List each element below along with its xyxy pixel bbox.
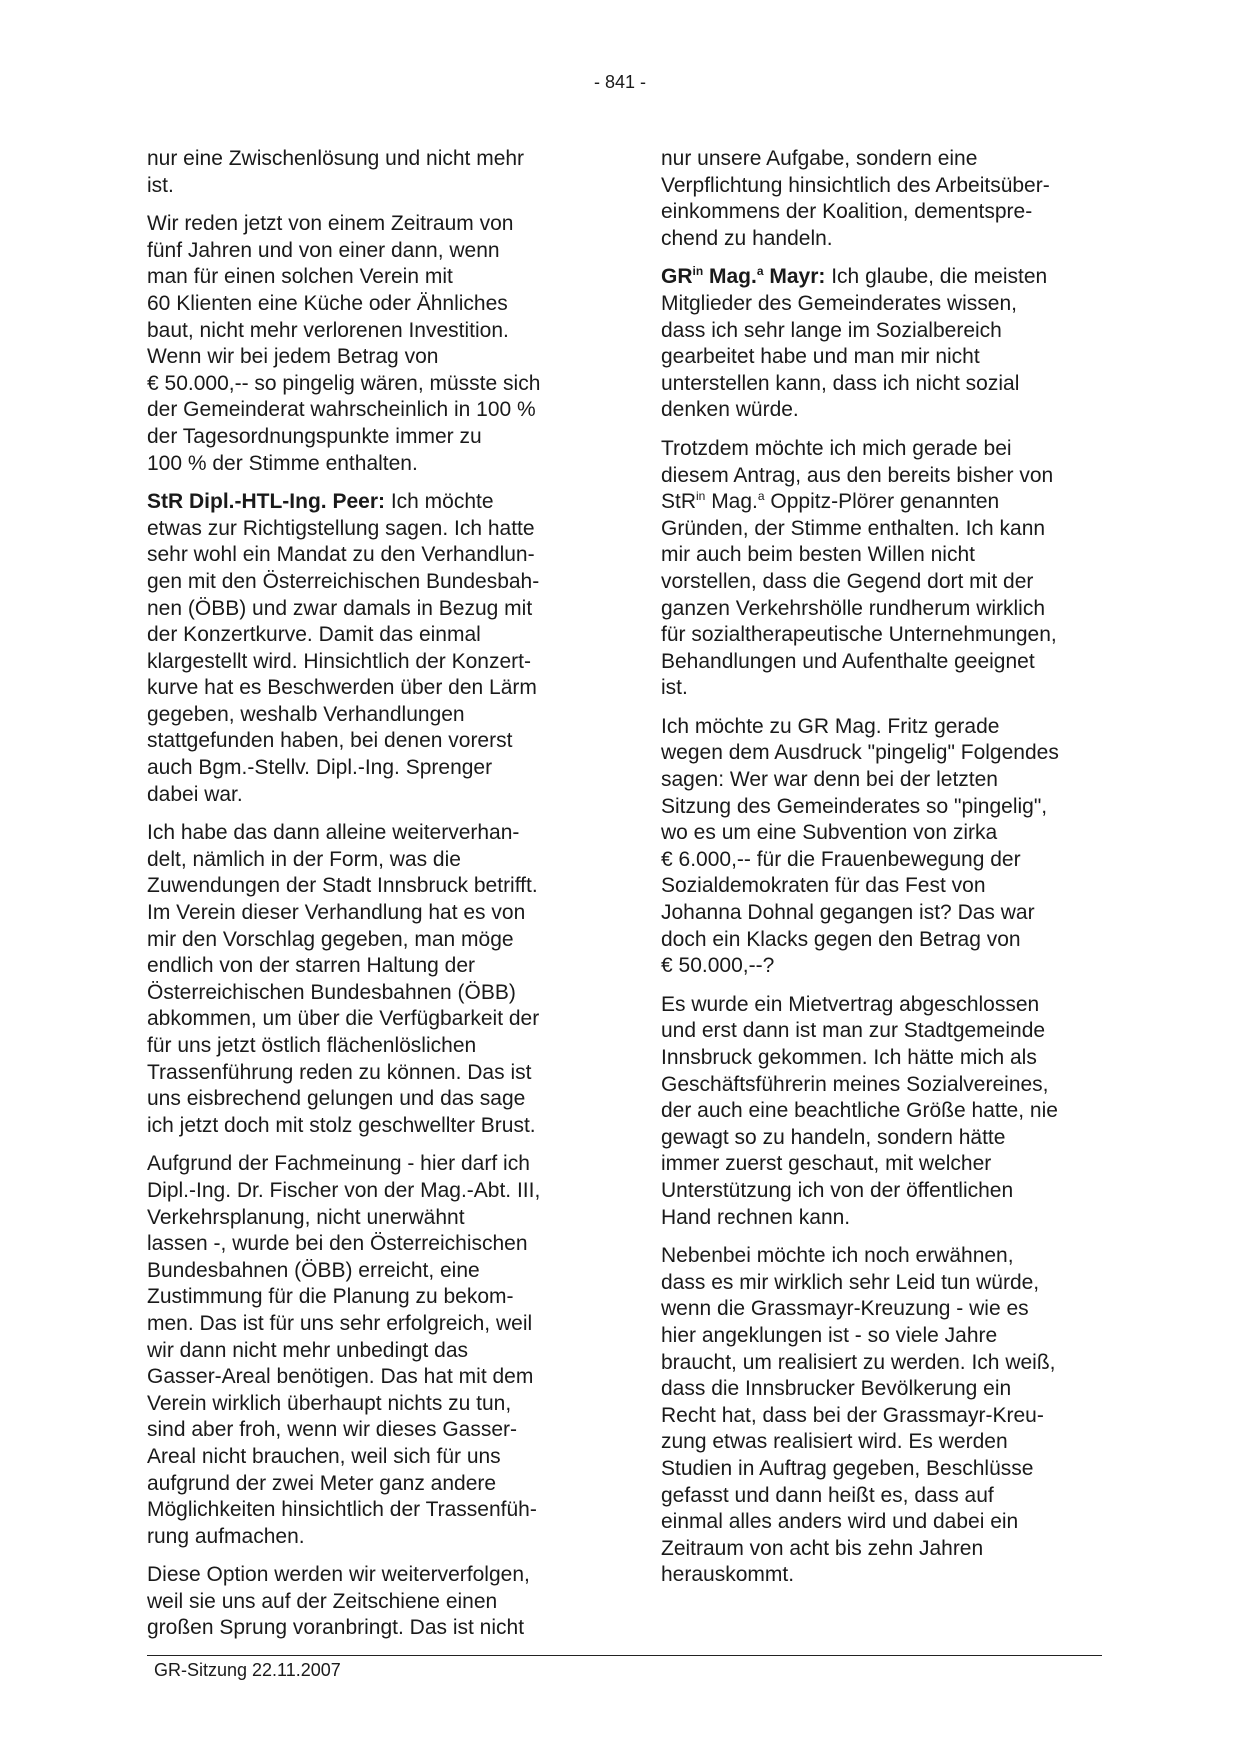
paragraph-line: immer zuerst geschaut, mit welcher: [661, 1152, 992, 1176]
paragraph-line: ganzen Verkehrshölle rundherum wirklich: [661, 596, 1046, 620]
page-number: - 841 -: [593, 72, 647, 92]
paragraph-line: doch ein Klacks gegen den Betrag von: [661, 927, 1021, 951]
paragraph-line: delt, nämlich in der Form, was die: [147, 847, 461, 871]
paragraph-line: gewagt so zu handeln, sondern hätte: [661, 1125, 1006, 1149]
paragraph-line: Zeitraum von acht bis zehn Jahren: [661, 1536, 984, 1560]
paragraph-line: braucht, um realisiert zu werden. Ich weiß,: [661, 1350, 1056, 1374]
paragraph-line: baut, nicht mehr verlorenen Investition.: [147, 318, 509, 342]
speaker-name: StR Dipl.-HTL-Ing. Peer:: [147, 490, 385, 514]
paragraph-line: sind aber froh, wenn wir dieses Gasser-: [147, 1418, 517, 1442]
paragraph-line: für uns jetzt östlich flächenlöslichen: [147, 1034, 477, 1057]
paragraph-line: herauskommt.: [661, 1563, 795, 1587]
paragraph-line: Gründen, der Stimme enthalten. Ich kann: [661, 516, 1046, 540]
paragraph-line: Bundesbahnen (ÖBB) erreicht, eine: [147, 1258, 480, 1282]
paragraph-line: Es wurde ein Mietvertrag abgeschlossen: [661, 992, 1040, 1016]
paragraph-line: denken würde.: [661, 398, 799, 422]
paragraph-line: Behandlungen und Aufenthalte geeignet: [661, 649, 1035, 673]
paragraph-text: Ich glaube, die meisten: [825, 265, 1048, 289]
paragraph-line: Unterstützung ich von der öffentlichen: [661, 1178, 1014, 1202]
paragraph-line: wo es um eine Subvention von zirka: [661, 821, 998, 845]
paragraph-line: 100 % der Stimme enthalten.: [147, 451, 418, 475]
paragraph-line: Dipl.-Ing. Dr. Fischer von der Mag.-Abt. III,: [147, 1178, 541, 1202]
paragraph-line: gearbeitet habe und man mir nicht: [661, 345, 980, 369]
paragraph-line: etwas zur Richtigstellung sagen. Ich hatte: [147, 516, 535, 540]
paragraph-line: weil sie uns auf der Zeitschiene einen: [147, 1589, 498, 1613]
paragraph-line: Ich möchte zu GR Mag. Fritz gerade: [661, 714, 1000, 738]
paragraph-text: Ich möchte: [385, 490, 494, 514]
paragraph-line: mir auch beim besten Willen nicht: [661, 543, 975, 567]
right-column: [661, 146, 1101, 1601]
paragraph-line: auch Bgm.-Stellv. Dipl.-Ing. Sprenger: [147, 756, 493, 780]
paragraph-line: dass es mir wirklich sehr Leid tun würde,: [661, 1270, 1040, 1294]
paragraph-line: uns eisbrechend gelungen und das sage: [147, 1087, 526, 1111]
paragraph-first-line: [661, 264, 1101, 291]
paragraph-line: aufgrund der zwei Meter ganz andere: [147, 1471, 497, 1495]
paragraph-line: 60 Klienten eine Küche oder Ähnliches: [147, 291, 508, 315]
paragraph-line: € 50.000,-- so pingelig wären, müsste sich: [147, 371, 541, 395]
paragraph-line: kurve hat es Beschwerden über den Lärm: [147, 676, 537, 700]
paragraph-line: Österreichischen Bundesbahnen (ÖBB): [147, 980, 516, 1004]
paragraph-line: einmal alles anders wird und dabei ein: [661, 1510, 1019, 1534]
paragraph: [661, 1243, 1101, 1589]
paragraph-line: € 50.000,--?: [661, 954, 775, 978]
paragraph-line: unterstellen kann, dass ich nicht sozial: [661, 371, 1020, 395]
paragraph-line: einkommens der Koalition, dementspre-: [661, 200, 1033, 224]
paragraph: [147, 820, 597, 1139]
paragraph-line: hier angeklungen ist - so viele Jahre: [661, 1323, 998, 1347]
speaker-paragraph-peer: [147, 489, 597, 808]
paragraph-line: sehr wohl ein Mandat zu den Verhandlun-: [147, 543, 535, 567]
paragraph: [661, 146, 1101, 252]
paragraph-line: und erst dann ist man zur Stadtgemeinde: [661, 1019, 1046, 1043]
paragraph-first-line: [147, 489, 597, 516]
footer-session-date: GR-Sitzung 22.11.2007: [154, 1660, 341, 1680]
paragraph-line: Wir reden jetzt von einem Zeitraum von: [147, 212, 514, 236]
paragraph-line: Verein wirklich überhaupt nichts zu tun,: [147, 1391, 512, 1415]
paragraph-line: Hand rechnen kann.: [661, 1205, 851, 1229]
paragraph-line: Diese Option werden wir weiterverfolgen,: [147, 1563, 530, 1587]
paragraph-line: Recht hat, dass bei der Grassmayr-Kreu-: [661, 1403, 1044, 1427]
paragraph-line: Sozialdemokraten für das Fest von: [661, 874, 986, 898]
paragraph: [147, 146, 597, 199]
paragraph-line: Nebenbei möchte ich noch erwähnen,: [661, 1244, 1014, 1268]
paragraph-line: Areal nicht brauchen, weil sich für uns: [147, 1444, 501, 1468]
paragraph-line: Aufgrund der Fachmeinung - hier darf ich: [147, 1152, 530, 1176]
paragraph-line: Zustimmung für die Planung zu bekom-: [147, 1285, 514, 1309]
paragraph: [661, 992, 1101, 1231]
paragraph-line: der Tagesordnungspunkte immer zu: [147, 424, 482, 448]
paragraph-line: wenn die Grassmayr-Kreuzung - wie es: [661, 1297, 1029, 1321]
paragraph-line: fünf Jahren und von einer dann, wenn: [147, 238, 500, 262]
paragraph-line: der Konzertkurve. Damit das einmal: [147, 623, 481, 647]
paragraph-line: Trotzdem möchte ich mich gerade bei: [661, 436, 1012, 460]
paragraph-line: Verpflichtung hinsichtlich des Arbeitsüber-: [661, 173, 1050, 197]
paragraph-line: Ich habe das dann alleine weiterverhan-: [147, 821, 520, 845]
paragraph-line: dass die Innsbrucker Bevölkerung ein: [661, 1377, 1012, 1401]
paragraph-line: man für einen solchen Verein mit: [147, 265, 453, 289]
paragraph-line: großen Sprung voranbringt. Das ist nicht: [147, 1616, 525, 1640]
paragraph-line: StR$^{in}$ Mag.$^a$ Oppitz-Plörer genannten: [661, 489, 1000, 514]
paragraph: [147, 1151, 597, 1550]
paragraph: [147, 211, 597, 477]
paragraph: [661, 714, 1101, 980]
paragraph-line: vorstellen, dass die Gegend dort mit der: [661, 569, 1034, 593]
paragraph-line: Im Verein dieser Verhandlung hat es von: [147, 901, 526, 925]
paragraph-line: diesem Antrag, aus den bereits bisher von: [661, 463, 1054, 487]
paragraph-line: rung aufmachen.: [147, 1524, 305, 1548]
paragraph-line: dabei war.: [147, 782, 243, 806]
left-column: [147, 146, 597, 1654]
paragraph-line: stattgefunden haben, bei denen vorerst: [147, 729, 513, 753]
paragraph-line: Mitglieder des Gemeinderates wissen,: [661, 291, 1017, 315]
paragraph-line: Innsbruck gekommen. Ich hätte mich als: [661, 1046, 1037, 1069]
paragraph-line: Geschäftsführerin meines Sozialvereines,: [661, 1072, 1049, 1096]
paragraph-line: gegeben, weshalb Verhandlungen: [147, 702, 465, 726]
paragraph-line: Sitzung des Gemeinderates so "pingelig",: [661, 794, 1048, 818]
paragraph-line: abkommen, um über die Verfügbarkeit der: [147, 1007, 540, 1031]
paragraph-line: Johanna Dohnal gegangen ist? Das war: [661, 901, 1035, 925]
paragraph-line: lassen -, wurde bei den Österreichischen: [147, 1232, 528, 1256]
paragraph: [147, 1562, 597, 1642]
paragraph-line: Trassenführung reden zu können. Das ist: [147, 1060, 532, 1084]
paragraph-line: Zuwendungen der Stadt Innsbruck betrifft.: [147, 874, 538, 898]
speaker-name: $GR^{in}$ Mag.$^a$ Mayr:: [661, 264, 826, 289]
paragraph-line: wir dann nicht mehr unbedingt das: [147, 1338, 469, 1362]
paragraph-line: ist.: [661, 676, 688, 700]
paragraph-line: klargestellt wird. Hinsichtlich der Konzert-: [147, 649, 531, 673]
footer-divider: [147, 1655, 1102, 1656]
paragraph-line: ich jetzt doch mit stolz geschwellter Brust.: [147, 1113, 536, 1137]
paragraph-line: Möglichkeiten hinsichtlich der Trassenfüh-: [147, 1498, 537, 1522]
paragraph-line: gefasst und dann heißt es, dass auf: [661, 1483, 994, 1507]
paragraph-line: nur eine Zwischenlösung und nicht mehr: [147, 147, 525, 170]
paragraph-line: chend zu handeln.: [661, 226, 833, 250]
paragraph-line: Gasser-Areal benötigen. Das hat mit dem: [147, 1365, 534, 1389]
paragraph-line: nen (ÖBB) und zwar damals in Bezug mit: [147, 596, 533, 620]
paragraph-line: gen mit den Österreichischen Bundesbah-: [147, 569, 540, 593]
paragraph-line: Wenn wir bei jedem Betrag von: [147, 345, 439, 369]
paragraph-line: der Gemeinderat wahrscheinlich in 100 %: [147, 398, 536, 422]
paragraph-line: dass ich sehr lange im Sozialbereich: [661, 318, 1002, 342]
paragraph-line: Studien in Auftrag gegeben, Beschlüsse: [661, 1456, 1034, 1480]
paragraph-line: zung etwas realisiert wird. Es werden: [661, 1430, 1008, 1454]
paragraph-line: € 6.000,-- für die Frauenbewegung der: [661, 847, 1021, 871]
paragraph-line: endlich von der starren Haltung der: [147, 954, 476, 978]
paragraph-line: sagen: Wer war denn bei der letzten: [661, 768, 998, 792]
speaker-paragraph-mayr: [661, 264, 1101, 424]
paragraph: [661, 436, 1101, 702]
paragraph-line: der auch eine beachtliche Größe hatte, nie: [661, 1099, 1058, 1123]
paragraph-line: wegen dem Ausdruck "pingelig" Folgendes: [661, 741, 1059, 765]
paragraph-line: Verkehrsplanung, nicht unerwähnt: [147, 1205, 465, 1229]
paragraph-line: ist.: [147, 173, 174, 197]
paragraph-line: für sozialtherapeutische Unternehmungen,: [661, 623, 1057, 647]
paragraph-line: men. Das ist für uns sehr erfolgreich, weil: [147, 1311, 533, 1335]
paragraph-line: mir den Vorschlag gegeben, man möge: [147, 927, 514, 951]
paragraph-line: nur unsere Aufgabe, sondern eine: [661, 147, 978, 170]
